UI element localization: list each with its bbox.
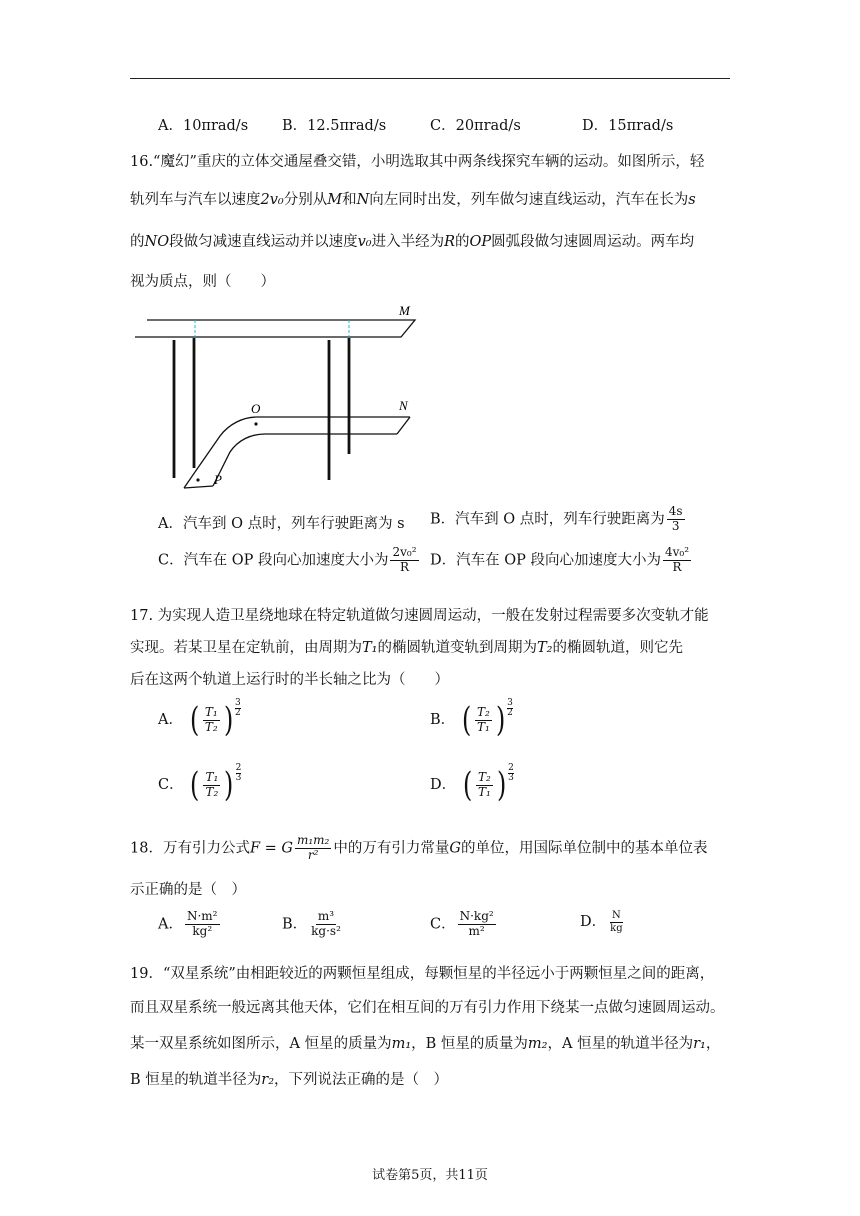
point-p	[196, 478, 199, 481]
page-footer: 试卷第5页，共11页	[372, 1168, 488, 1183]
q15-option-b: B．12.5πrad/s	[282, 118, 387, 134]
q18-line1: 18．万有引力公式F = G $\frac{\text{m₁m₂}}{\text{r²}}$ 中的万有引力常量G的单位，用国际单位制中的基本单位表	[130, 833, 708, 862]
q17-line1: 17. 为实现人造卫星绕地球在特定轨道做匀速圆周运动，一般在发射过程需要多次变轨才能	[130, 608, 709, 624]
q16-line1: 16.“魔幻”重庆的立体交通屋叠交错，小明选取其中两条线探究车辆的运动。如图所示，轻	[130, 154, 705, 170]
track-m	[135, 320, 415, 337]
q17-line2: 实现。若某卫星在定轨前，由周期为T₁的椭圆轨道变轨到周期为T₂的椭圆轨道，则它先	[130, 640, 683, 656]
q17-line3: 后在这两个轨道上运行时的半长轴之比为（ ）	[130, 672, 449, 688]
q16-option-b: B．汽车到 O 点时，列车行驶距离为 $\frac{4s}{3}$	[430, 504, 683, 533]
q15-option-a: A．10πrad/s	[158, 118, 249, 134]
label-n: N	[399, 398, 408, 413]
q18-option-a: A． $\frac{\text{N·m²}}{\text{kg²}}$	[158, 909, 218, 938]
label-p: P	[214, 472, 222, 487]
track-n-top	[195, 417, 410, 472]
track-n-bottom	[213, 434, 397, 486]
q16-option-c: C．汽车在 OP 段向心加速度大小为 $\frac{\text{2v₀²}}{R}$	[158, 545, 417, 574]
q15-option-d: D．15πrad/s	[582, 118, 674, 134]
q16-option-a: A．汽车到 O 点时，列车行驶距离为 s	[158, 516, 405, 532]
header-rule	[130, 78, 730, 79]
q19-line4: B 恒星的轨道半径为r₂，下列说法正确的是（ ）	[130, 1072, 449, 1088]
label-o: O	[251, 401, 261, 416]
q16-line2: 轨列车与汽车以速度2v₀分别从M和N向左同时出发，列车做匀速直线运动，汽车在长为s	[130, 192, 696, 208]
q16-line4: 视为质点，则（ ）	[130, 274, 275, 290]
q16-option-d: D．汽车在 OP 段向心加速度大小为 $\frac{\text{4v₀²}}{R}$	[430, 545, 690, 574]
q16-line3: 的NO段做匀减速直线运动并以速度v₀进入半经为R的OP圆弧段做匀速圆周运动。两车均	[130, 234, 695, 250]
q18-line2: 示正确的是（ ）	[130, 882, 246, 898]
q17-option-d: D． ( $\frac{\text{T₂}}{\text{T₁}}$ ) $^{2 3}$	[430, 763, 514, 805]
q19-line2: 而且双星系统一般远离其他天体，它们在相互间的万有引力作用下绕某一点做匀速圆周运动。	[130, 1000, 725, 1016]
q18-option-d: D． $\frac{N}{kg}$	[580, 910, 623, 934]
q17-option-a: A． ( $\frac{\text{T₁}}{\text{T₂}}$ ) $^{3 2}$	[158, 698, 241, 740]
q19-line1: 19．“双星系统”由相距较近的两颗恒星组成，每颗恒星的半径远小于两颗恒星之间的距离，	[130, 966, 715, 982]
point-o	[254, 422, 257, 425]
q17-option-c: C． ( $\frac{\text{T₁}}{\text{T₂}}$ ) $^{2 3}$	[158, 763, 242, 805]
q17-option-b: B． ( $\frac{\text{T₂}}{\text{T₁}}$ ) $^{3 2}$	[430, 698, 513, 740]
q18-option-b: B． $\frac{\text{m³}}{\text{kg·s²}}$	[282, 909, 341, 938]
q19-line3: 某一双星系统如图所示，A 恒星的质量为m₁，B 恒星的质量为m₂，A 恒星的轨道半径为r₁，	[130, 1036, 721, 1052]
q16-figure	[125, 300, 425, 500]
label-m: M	[399, 303, 410, 318]
q15-option-c: C．20πrad/s	[430, 118, 521, 134]
q18-option-c: C． $\frac{\text{N·kg²}}{\text{m²}}$	[430, 909, 494, 938]
